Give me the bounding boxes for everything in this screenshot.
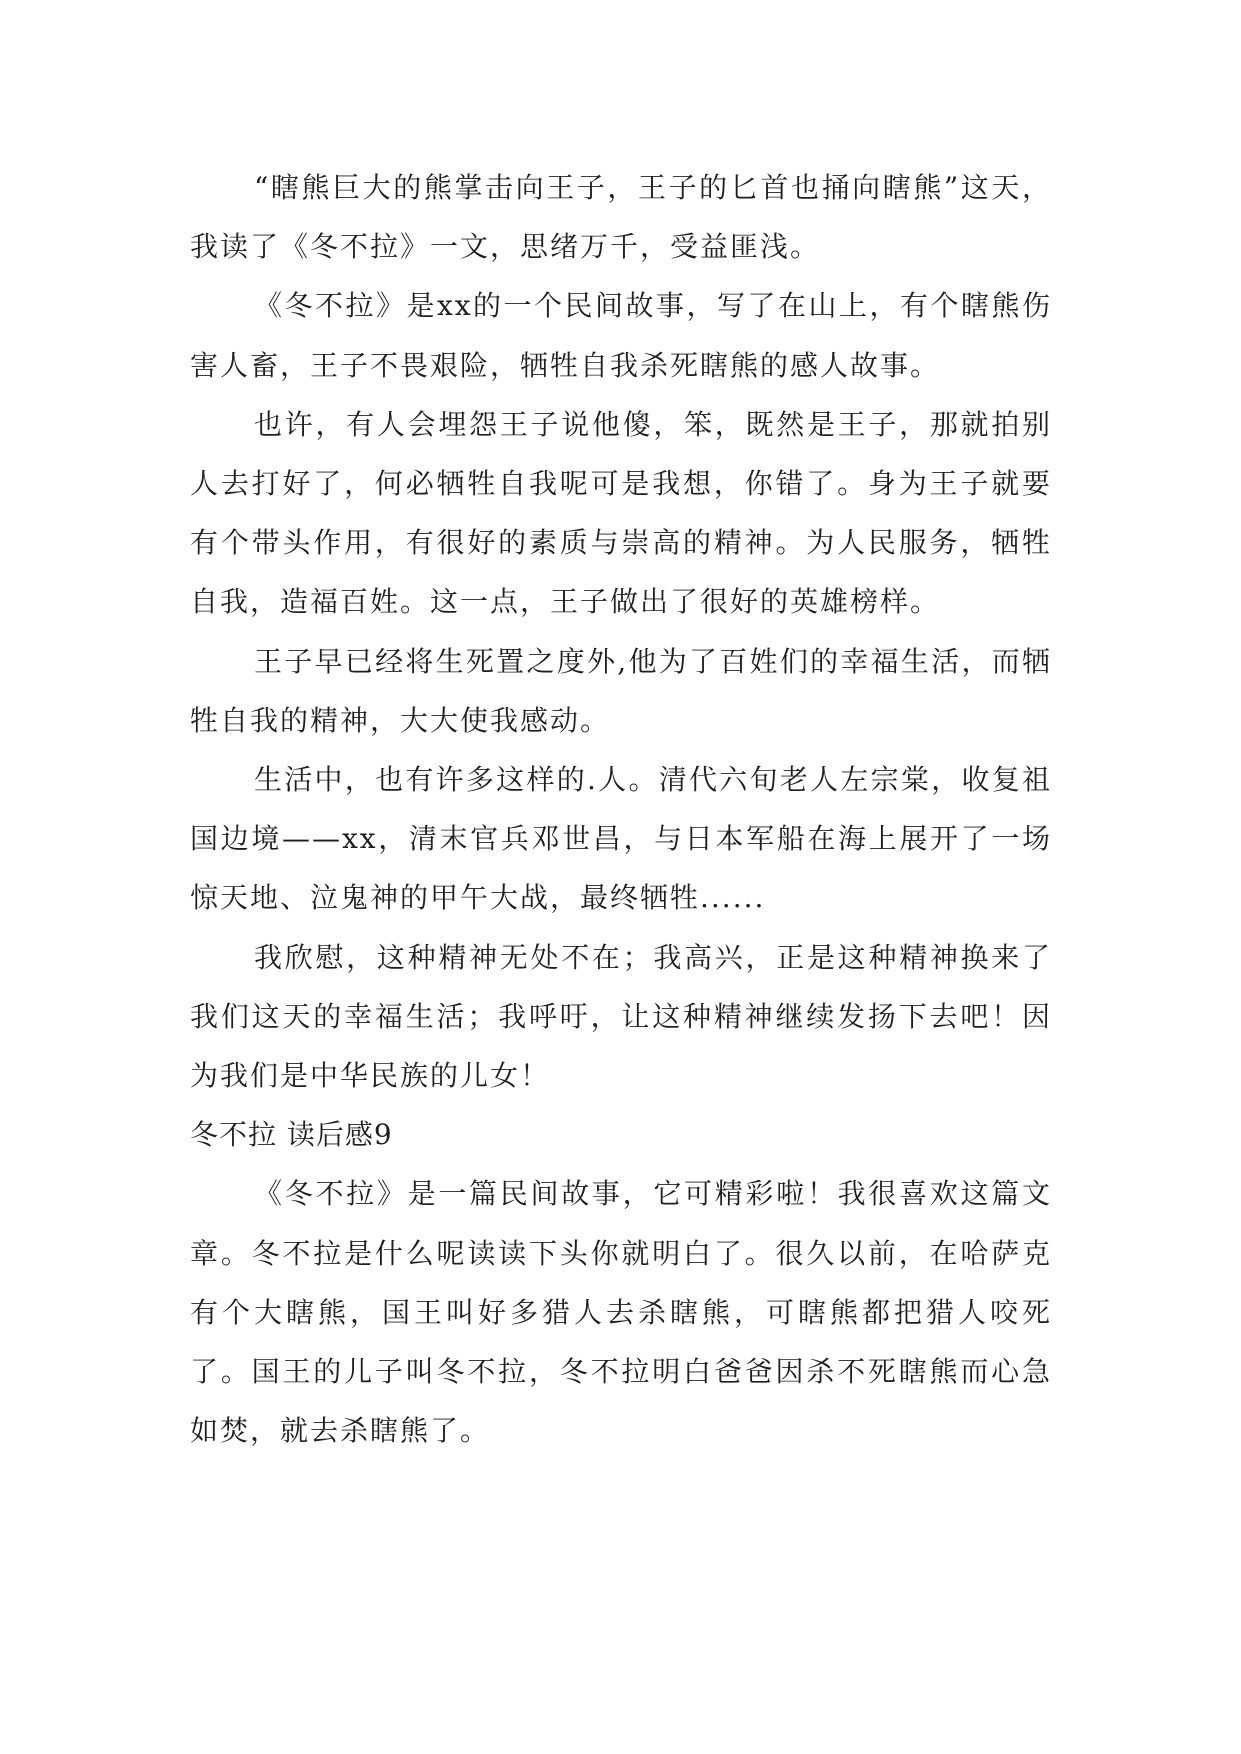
paragraph: “瞎熊巨大的熊掌击向王子，王子的匕首也捅向瞎熊”这天，我读了《冬不拉》一文，思绪万千，受益匪浅。 [190,171,1052,264]
paragraph: 生活中，也有许多这样的.人。清代六旬老人左宗棠，收复祖国边境——xx，清末官兵邓世昌，与日本军船在海上展开了一场惊天地、泣鬼神的甲午大战，最终牺牲...... [190,763,1052,915]
paragraph: 王子早已经将生死置之度外,他为了百姓们的幸福生活，而牺牲自我的精神，大大使我感动。 [190,644,1052,737]
paragraph: 《冬不拉》是一篇民间故事，它可精彩啦！我很喜欢这篇文章。冬不拉是什么呢读读下头你就明白了。很久以前，在哈萨克有个大瞎熊，国王叫好多猎人去杀瞎熊，可瞎熊都把猎人咬死了。国王的儿子叫冬不拉，冬不拉明白爸爸因杀不死瞎熊而心急如焚，就去杀瞎熊了。 [190,1177,1052,1448]
paragraph: 也许，有人会埋怨王子说他傻，笨，既然是王子，那就拍别人去打好了，何必牺牲自我呢可是我想，你错了。身为王子就要有个带头作用，有很好的素质与崇高的精神。为人民服务，牺牲自我，造福百姓。这一点，王子做出了很好的英雄榜样。 [190,407,1052,619]
paragraph: 《冬不拉》是xx的一个民间故事，写了在山上，有个瞎熊伤害人畜，王子不畏艰险，牺牲自我杀死瞎熊的感人故事。 [190,289,1052,382]
paragraph: 我欣慰，这种精神无处不在；我高兴，正是这种精神换来了我们这天的幸福生活；我呼吁，让这种精神继续发扬下去吧！因为我们是中华民族的儿女！ [190,940,1052,1093]
section-heading: 冬不拉 读后感9 [190,1118,393,1152]
document-body [190,158,1052,1460]
